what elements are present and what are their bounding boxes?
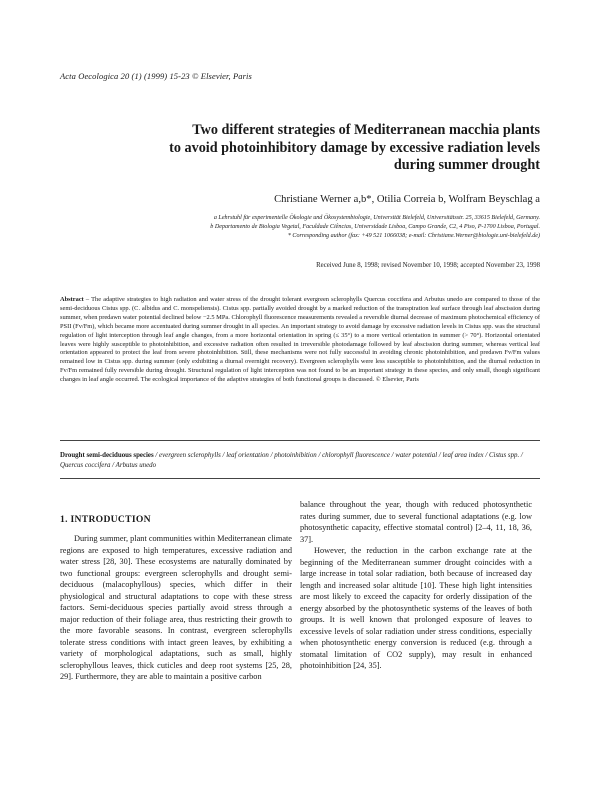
affiliation-b: b Departamento de Biologia Vegetal, Faculdade Ciências, Universidade Lisboa, Campo Grande, C2, 4 Piso, P-1700 Lisboa, Portugal. xyxy=(210,224,540,231)
abstract-label: Abstract xyxy=(60,296,84,303)
title-line-1: Two different strategies of Mediterranean macchia plants xyxy=(192,122,540,138)
paragraph: However, the reduction in the carbon exchange rate at the beginning of the Mediterranean summer drought coincides with a large increase in total solar radiation, both because of increased day length and increased solar altitude [10]. These high light intensities are most likely to exceed the capacity for orderly dissipation of the energy absorbed by the photosynthetic systems of the leaves of both groups. It is well known that prolonged exposure of leaves to excessive levels of solar radiation under stress conditions, especially when photosynthetic energy conversion is reduced (e.g. through a stomatal limitation of CO2 supply), may result in enhanced photoinhibition [24, 35]. xyxy=(300,546,532,670)
article-title xyxy=(60,122,540,175)
keywords-label: Drought semi-deciduous species xyxy=(60,452,154,459)
abstract xyxy=(60,296,540,385)
abstract-text: – The adaptive strategies to high radiation and water stress of the drought tolerant evergreen sclerophylls Quercus coccifera and Arbutus unedo are compared to those of the semi-deciduous Cistus spp. (C. albidus and C. monspeliensis). Cistus spp. partially avoided drought by a marked reduction of the transpiration leaf surface through leaf abscission during summer, when predawn water potential declined below −2.5 MPa. Chlorophyll fluorescence measurements revealed a reversible diurnal decrease of maximum photochemical efficiency of PSII (Fv/Fm), which became more accentuated during summer drought in all species. An important strategy to avoid damage by excessive radiation levels in Cistus spp. was the structural regulation of light interception through leaf angle changes, from a more horizontal orientation in spring (≤ 35°) to a more vertical orientation in summer (> 70°). Horizontal orientated leaves were highly susceptible to photoinhibition, and excessive radiation often resulted in irreversible photodamage followed by leaf abscission during summer, whereas vertical leaf orientation appeared to protect the leaf from severe photoinhibition. Still, these mechanisms were not fully successful in avoiding chronic photoinhibition, and predawn Fv/Fm values remained low in Cistus spp. during summer (only exhibiting a diurnal overnight recovery). Evergreen sclerophylls were less susceptible to photoinhibition, and the diurnal reduction in Fv/Fm remained fully reversible during drought. Structural regulation of light interception was not found to be an important strategy in these species, and only small, though significant changes in leaf angle occurred. The ecological importance of the adaptive strategies of both functional groups is discussed. © Elsevier, Paris xyxy=(60,296,540,384)
author-list: Christiane Werner a,b*, Otilia Correia b, Wolfram Beyschlag a xyxy=(274,194,540,205)
divider-top xyxy=(60,440,540,441)
paragraph: During summer, plant communities within Mediterranean climate regions are exposed to high temperatures, excessive radiation and water stress [28, 30]. These ecosystems are naturally dominated by two functional groups: evergreen sclerophylls and drought semi-deciduous (malacophyllous) species, which differ in their physiological and structural adaptations to cope with these stress factors. Semi-deciduous species partially avoid stress through a major reduction of their foliage area, thus restricting their growth to the more favorable seasons. In contrast, evergreen sclerophylls tolerate stress conditions with intact green leaves, by exhibiting a variety of morphological adaptations, such as small, highly sclerophyllous leaves, thick cuticles and deep root systems [25, 28, 29]. Furthermore, they are able to maintain a positive carbon xyxy=(60,534,292,681)
correspondence: * Corresponding author (fax: +49 521 1066038; e-mail: Christiane.Werner@biologie.uni-bielefeld.de) xyxy=(287,233,540,240)
title-line-2: to avoid photoinhibitory damage by excessive radiation levels xyxy=(169,139,540,156)
received-dates: Received June 8, 1998; revised November 10, 1998; accepted November 23, 1998 xyxy=(316,262,540,269)
title-line-3: during summer drought xyxy=(393,157,540,173)
divider-bottom xyxy=(60,478,540,479)
affiliations xyxy=(60,214,540,242)
keywords-text: / evergreen sclerophylls / leaf orientation / photoinhibition / chlorophyll fluorescence / water potential / leaf area index / Cistus spp. / Quercus coccifera / Arbutus unedo xyxy=(60,452,523,469)
journal-citation: Acta Oecologica 20 (1) (1999) 15-23 © Elsevier, Paris xyxy=(60,71,252,81)
text-column-right xyxy=(300,499,532,672)
keywords xyxy=(60,451,540,471)
paragraph: balance throughout the year, though with reduced photosynthetic rates during summer, due to several functional adaptations (e.g. low photosynthetic capacity, effective stomatal control) [2–4, 11, 18, 36, 37]. xyxy=(300,500,532,544)
affiliation-a: a Lehrstuhl für experimentelle Ökologie und Ökosystembiologie, Universität Bielefeld, Universitätsstr. 25, 33615 Bielefeld, Germany. xyxy=(213,215,540,221)
section-heading: 1. INTRODUCTION xyxy=(60,514,151,525)
text-column-left xyxy=(60,533,292,683)
